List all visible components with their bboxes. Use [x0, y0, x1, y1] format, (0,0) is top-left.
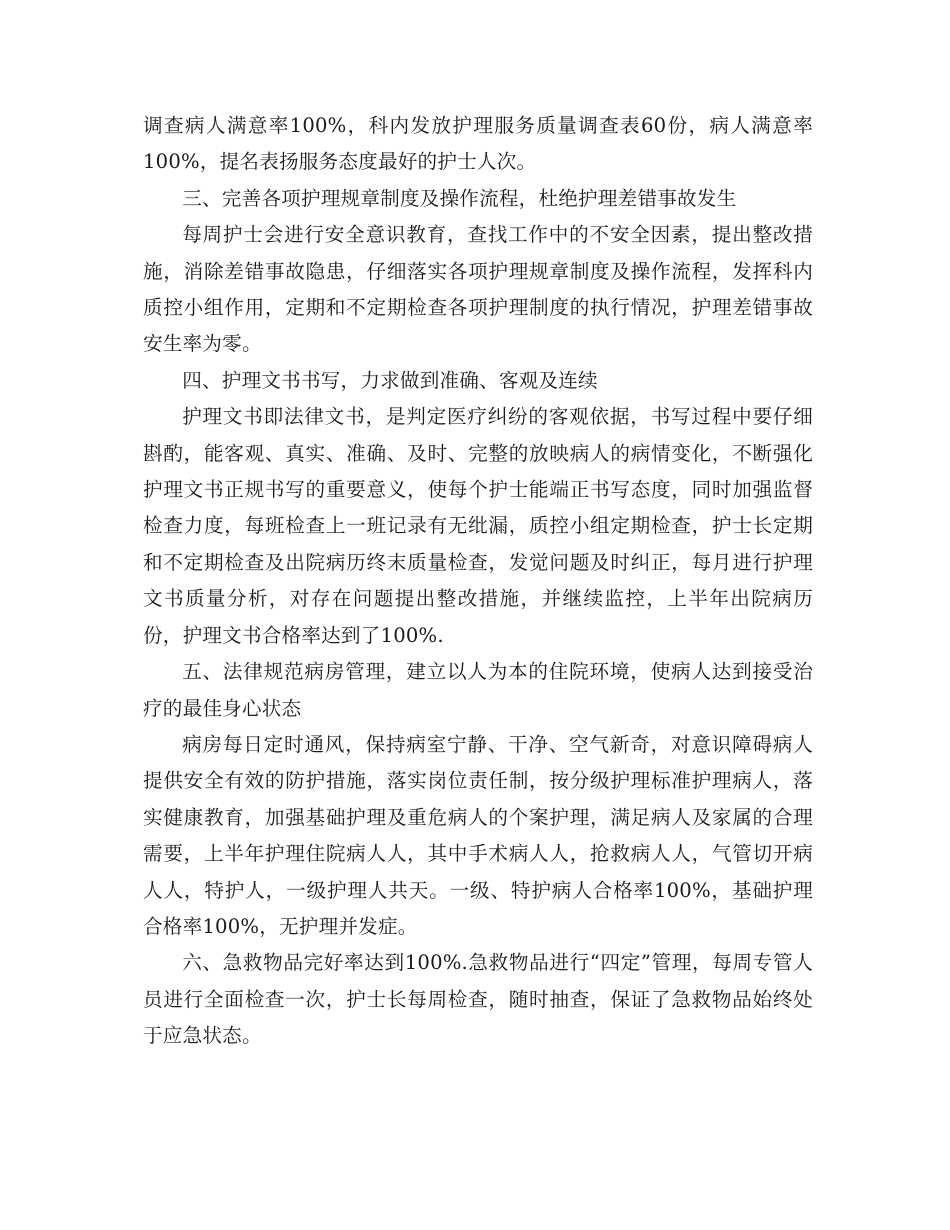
heading-section-5: 五、法律规范病房管理，建立以人为本的住院环境，使病人达到接受治疗的最佳身心状态	[143, 660, 813, 720]
paragraph-documentation: 护理文书即法律文书，是判定医疗纠纷的客观依据，书写过程中要仔细斟酌，能客观、真实、准确、及时、完整的放映病人的病情变化，不断强化护理文书正规书写的重要意义，使每个护士能端正书写态度，同时加强监督检查力度，每班检查上一班记录有无纰漏，质控小组定期检查，护士长定期和不定期检查及出院病历终末质量检查，发觉问题及时纠正，每月进行护理文书质量分析，对存在问题提出整改措施，并继续监控，上半年出院病历份，护理文书合格率达到了100%.	[143, 405, 813, 647]
heading-section-3: 三、完善各项护理规章制度及操作流程，杜绝护理差错事故发生	[182, 186, 737, 210]
document-page	[143, 108, 813, 1055]
heading-section-4: 四、护理文书书写，力求做到准确、客观及连续	[182, 368, 598, 392]
paragraph-satisfaction: 调查病人满意率100%，科内发放护理服务质量调查表60份，病人满意率100%，提名表扬服务态度最好的护士人次。	[143, 114, 813, 174]
paragraph-emergency-supplies: 六、急救物品完好率达到100%.急救物品进行“四定”管理，每周专管人员进行全面检查一次，护士长每周检查，随时抽查，保证了急救物品始终处于应急状态。	[143, 951, 813, 1048]
paragraph-safety: 每周护士会进行安全意识教育，查找工作中的不安全因素，提出整改措施，消除差错事故隐患，仔细落实各项护理规章制度及操作流程，发挥科内质控小组作用，定期和不定期检查各项护理制度的执行情况，护理差错事故安生率为零。	[143, 223, 813, 356]
paragraph-ward-management: 病房每日定时通风，保持病室宁静、干净、空气新奇，对意识障碍病人提供安全有效的防护措施，落实岗位责任制，按分级护理标准护理病人，落实健康教育，加强基础护理及重危病人的个案护理，满足病人及家属的合理需要，上半年护理住院病人人，其中手术病人人，抢救病人人，气管切开病人人，特护人，一级护理人共天。一级、特护病人合格率100%，基础护理合格率100%，无护理并发症。	[143, 732, 813, 938]
